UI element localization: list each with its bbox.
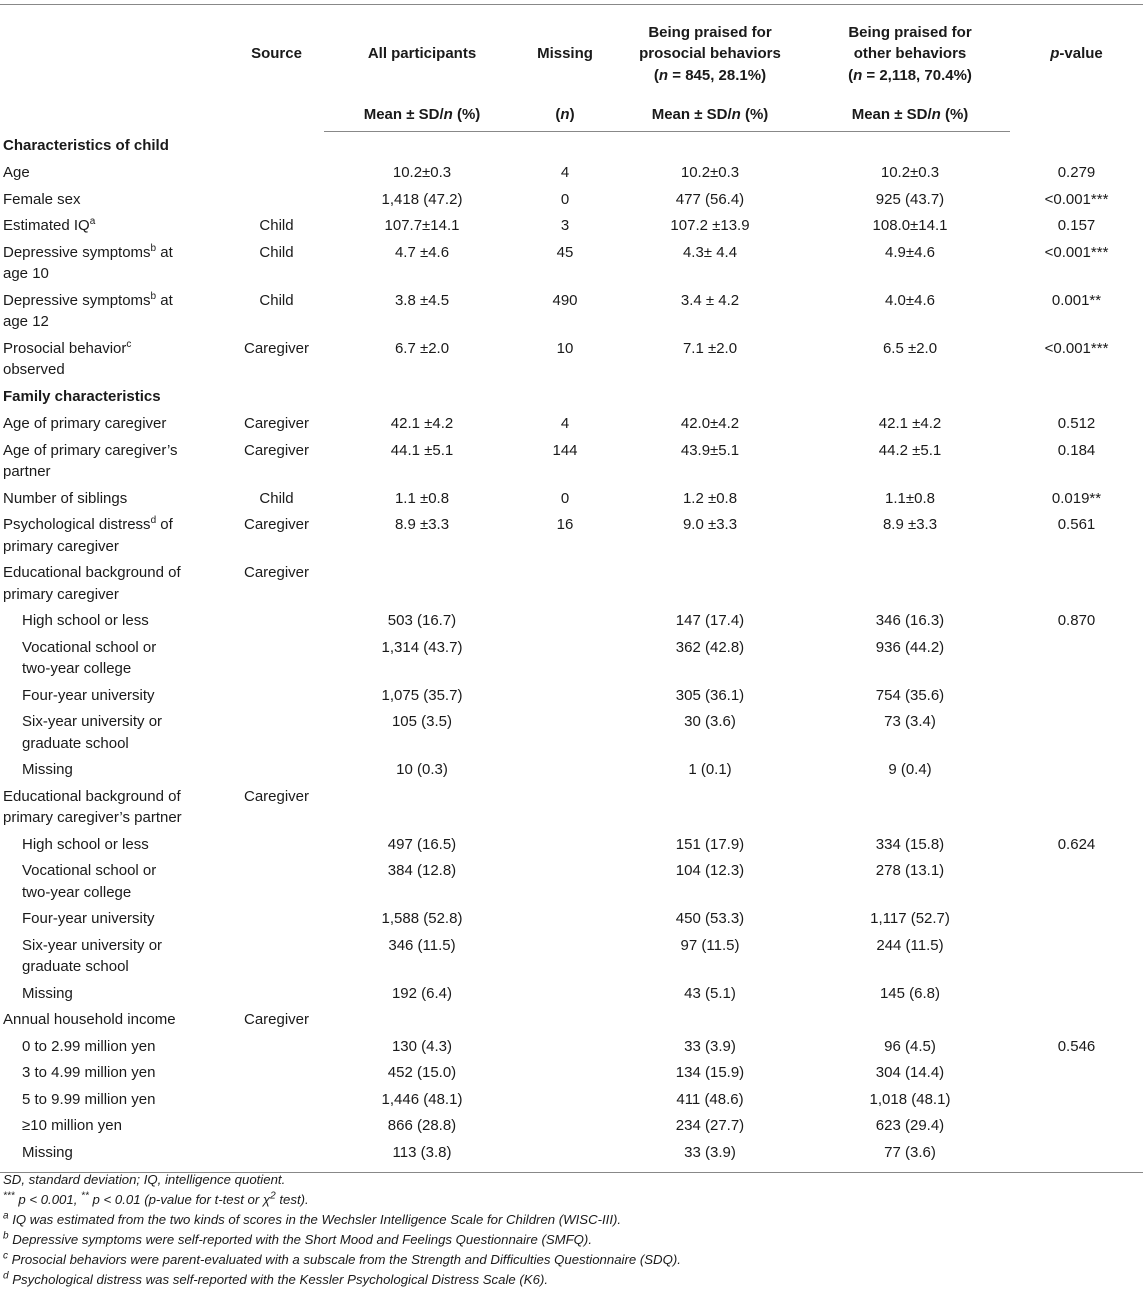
cell-prosocial (610, 1007, 810, 1034)
cell-all: 1,446 (48.1) (381, 1090, 463, 1108)
row-label: Psychological distress$^d$ of primary caregiver (3, 515, 173, 555)
cell-source (229, 1033, 324, 1060)
table-row (0, 1139, 1143, 1166)
cell-missing (520, 1113, 610, 1140)
cell-all: 1,418 (47.2) (381, 190, 463, 208)
section-header: Characteristics of child (3, 137, 169, 154)
cell-p: 0.624 (1057, 835, 1096, 853)
cell-p (1010, 783, 1143, 831)
table-row (0, 757, 1143, 784)
cell-all: 503 (16.7) (387, 612, 457, 629)
cell-p (1010, 1139, 1143, 1166)
cell-source: Child (259, 489, 294, 507)
cell-source: Child (259, 291, 294, 309)
table-row (0, 411, 1143, 438)
header-prosocial: Being praised for prosocial behaviors (n = 845, 28.1%) (639, 23, 781, 84)
cell-other (810, 783, 1010, 831)
table-row (0, 239, 1143, 287)
header-row (0, 5, 1143, 99)
cell-other: 9 (0.4) (888, 761, 932, 778)
cell-prosocial: 97 (11.5) (680, 936, 740, 954)
cell-all: 44.1 ±5.1 (390, 441, 454, 459)
row-label: Four-year university (22, 910, 155, 927)
cell-all: 346 (11.5) (388, 936, 456, 954)
cell-all: 4.7 ±4.6 (394, 243, 450, 261)
cell-missing: 0 (560, 190, 570, 208)
cell-missing (520, 1007, 610, 1034)
table-row (0, 335, 1143, 383)
cell-other: 77 (3.6) (884, 1143, 936, 1161)
cell-missing: 4 (560, 415, 570, 432)
cell-prosocial: 305 (36.1) (675, 686, 745, 704)
subheader-missing-n: (n) (520, 99, 610, 132)
cell-prosocial: 43.9±5.1 (680, 441, 740, 459)
footnote-a: $^a$ IQ was estimated from the two kinds of scores in the Wechsler Intelligence Scale for Children (WISC-III). (3, 1210, 622, 1227)
cell-all: 1,314 (43.7) (381, 638, 463, 656)
cell-missing (520, 757, 610, 784)
cell-source: Caregiver (243, 564, 310, 581)
header-other: Being praised for other behaviors (n = 2,118, 70.4%) (848, 23, 972, 84)
footnote-significance: *** p < 0.001, ** p < 0.01 (p-value for t-test or $\chi^2$ test). (3, 1190, 309, 1207)
cell-prosocial (610, 560, 810, 608)
table-row (0, 634, 1143, 682)
row-label: 0 to 2.99 million yen (22, 1037, 156, 1055)
cell-all: 107.7±14.1 (384, 217, 460, 234)
cell-p: 0.019** (1051, 489, 1102, 507)
cell-prosocial: 4.3± 4.4 (682, 243, 738, 261)
cell-all: 10 (0.3) (396, 761, 448, 778)
header-pvalue: p-value (1050, 45, 1103, 63)
row-label: Six-year university or graduate school (22, 936, 163, 975)
cell-other: 73 (3.4) (884, 713, 936, 730)
cell-all: 1.1 ±0.8 (394, 489, 450, 507)
table-row (0, 608, 1143, 635)
cell-source: Caregiver (243, 516, 310, 533)
cell-other (810, 560, 1010, 608)
row-label: Educational background of primary caregiver (3, 564, 181, 603)
cell-p (1010, 1060, 1143, 1087)
row-label: Depressive symptoms$^b$ at age 12 (3, 290, 173, 330)
footnote-d: $^d$ Psychological distress was self-reported with the Kessler Psychological Distress Scale (K6). (3, 1270, 548, 1287)
cell-prosocial: 477 (56.4) (675, 190, 745, 208)
cell-prosocial: 1.2 ±0.8 (682, 489, 738, 507)
table-row (0, 287, 1143, 335)
cell-prosocial: 42.0±4.2 (680, 415, 740, 432)
cell-other: 42.1 ±4.2 (878, 415, 942, 432)
cell-all: 1,075 (35.7) (381, 686, 463, 704)
cell-source (229, 1060, 324, 1087)
cell-p (1010, 980, 1143, 1007)
cell-p (1010, 1086, 1143, 1113)
table-row (0, 709, 1143, 757)
table-row (0, 1060, 1143, 1087)
cell-prosocial: 134 (15.9) (675, 1064, 745, 1081)
row-label: Prosocial behavior$^c$ observed (3, 338, 132, 378)
cell-other: 754 (35.6) (875, 686, 945, 704)
cell-missing: 10 (556, 339, 574, 357)
cell-missing (520, 682, 610, 709)
footnote-c: $^c$ Prosocial behaviors were parent-evaluated with a subscale from the Strength and Difficulties Questionnaire (SDQ). (3, 1250, 681, 1267)
cell-source (229, 682, 324, 709)
cell-prosocial: 3.4 ± 4.2 (680, 291, 740, 309)
cell-other: 304 (14.4) (875, 1064, 945, 1081)
cell-all: 452 (15.0) (387, 1064, 457, 1081)
row-label: Vocational school or two-year college (22, 638, 157, 677)
cell-source: Caregiver (243, 415, 310, 432)
cell-missing (520, 1060, 610, 1087)
table-row (0, 437, 1143, 485)
cell-source (229, 1113, 324, 1140)
cell-source (229, 608, 324, 635)
cell-all: 497 (16.5) (387, 835, 457, 853)
cell-prosocial: 234 (27.7) (675, 1117, 745, 1134)
row-label: Missing (22, 1143, 73, 1161)
cell-all (324, 783, 520, 831)
cell-missing (520, 560, 610, 608)
cell-p: 0.184 (1057, 441, 1096, 459)
cell-other: 6.5 ±2.0 (882, 339, 938, 357)
cell-source (229, 932, 324, 980)
row-label: Educational background of primary caregiver’s partner (3, 787, 182, 826)
cell-p (1010, 858, 1143, 906)
cell-p: <0.001*** (1044, 339, 1109, 357)
row-label: Missing (22, 984, 73, 1002)
cell-missing: 16 (556, 516, 574, 533)
cell-other: 925 (43.7) (875, 190, 945, 208)
row-label: Age of primary caregiver (3, 415, 167, 432)
cell-all: 42.1 ±4.2 (390, 415, 454, 432)
subheader-mean-all: Mean ± SD/n (%) (324, 99, 520, 132)
cell-p (1010, 560, 1143, 608)
cell-missing: 3 (560, 217, 570, 234)
row-label: Four-year university (22, 686, 155, 704)
cell-all: 384 (12.8) (387, 862, 457, 879)
cell-prosocial: 1 (0.1) (688, 761, 732, 778)
cell-p (1010, 682, 1143, 709)
cell-other: 108.0±14.1 (872, 217, 948, 234)
cell-p (1010, 932, 1143, 980)
cell-other: 4.0±4.6 (885, 291, 935, 309)
cell-source (229, 1086, 324, 1113)
cell-missing (520, 1139, 610, 1166)
cell-source (229, 980, 324, 1007)
cell-prosocial (610, 783, 810, 831)
table-row (0, 160, 1143, 187)
table-row (0, 858, 1143, 906)
cell-prosocial: 7.1 ±2.0 (682, 339, 738, 357)
table-row (0, 682, 1143, 709)
cell-all: 8.9 ±3.3 (394, 516, 450, 533)
cell-missing (520, 634, 610, 682)
cell-missing: 490 (552, 291, 578, 309)
cell-p: <0.001*** (1044, 243, 1109, 261)
cell-source (229, 709, 324, 757)
subheader-mean-other: Mean ± SD/n (%) (810, 99, 1010, 132)
row-label: High school or less (22, 612, 149, 629)
row-label: Female sex (3, 190, 81, 208)
cell-all: 105 (3.5) (391, 713, 453, 730)
cell-source (229, 634, 324, 682)
row-label: Depressive symptoms$^b$ at age 10 (3, 242, 173, 282)
cell-missing (520, 858, 610, 906)
row-label: 3 to 4.99 million yen (22, 1064, 156, 1081)
cell-other: 8.9 ±3.3 (882, 516, 938, 533)
cell-other: 278 (13.1) (875, 862, 945, 879)
cell-all (324, 560, 520, 608)
cell-other: 1,117 (52.7) (870, 910, 950, 927)
cell-p: 0.561 (1057, 516, 1096, 533)
cell-source (229, 858, 324, 906)
section-header: Family characteristics (3, 388, 161, 405)
cell-source (229, 1139, 324, 1166)
cell-missing (520, 783, 610, 831)
cell-all: 866 (28.8) (387, 1117, 457, 1134)
cell-missing (520, 932, 610, 980)
cell-p: <0.001*** (1044, 190, 1109, 208)
cell-prosocial: 411 (48.6) (676, 1090, 744, 1108)
cell-missing (520, 608, 610, 635)
cell-other: 96 (4.5) (884, 1037, 936, 1055)
cell-p: 0.546 (1057, 1037, 1096, 1055)
cell-p (1010, 1007, 1143, 1034)
cell-other: 145 (6.8) (879, 984, 941, 1002)
cell-p: 0.512 (1057, 415, 1096, 432)
cell-prosocial: 43 (5.1) (684, 984, 736, 1002)
cell-source: Caregiver (243, 339, 310, 357)
cell-p: 0.157 (1057, 217, 1096, 234)
footnote-abbrev: SD, standard deviation; IQ, intelligence quotient. (3, 1172, 286, 1187)
subheader-mean-prosocial: Mean ± SD/n (%) (610, 99, 810, 132)
cell-missing (520, 980, 610, 1007)
cell-prosocial: 9.0 ±3.3 (682, 516, 738, 533)
cell-other (810, 1007, 1010, 1034)
table-row (0, 213, 1143, 240)
cell-p (1010, 1113, 1143, 1140)
cell-source: Child (259, 243, 294, 261)
footnote-b: $^b$ Depressive symptoms were self-reported with the Short Mood and Feelings Questionnaire (SMFQ). (3, 1230, 592, 1247)
cell-other: 244 (11.5) (876, 936, 944, 954)
row-label: Vocational school or two-year college (22, 862, 157, 901)
cell-missing: 4 (560, 164, 570, 181)
row-label: Six-year university or graduate school (22, 713, 163, 752)
cell-missing (520, 1033, 610, 1060)
cell-prosocial: 362 (42.8) (675, 638, 745, 656)
cell-other: 4.9±4.6 (885, 243, 935, 261)
cell-all (324, 1007, 520, 1034)
cell-prosocial: 147 (17.4) (675, 612, 745, 629)
cell-all: 192 (6.4) (391, 984, 453, 1002)
header-blank (0, 5, 229, 99)
table-row (0, 980, 1143, 1007)
header-all-participants: All participants (367, 45, 477, 63)
cell-all: 113 (3.8) (392, 1143, 452, 1161)
subheader-row (0, 99, 1143, 132)
cell-source: Caregiver (243, 441, 310, 459)
cell-prosocial: 104 (12.3) (675, 862, 745, 879)
cell-other: 10.2±0.3 (880, 164, 940, 181)
cell-prosocial: 33 (3.9) (684, 1143, 736, 1161)
cell-all: 6.7 ±2.0 (394, 339, 450, 357)
row-label: High school or less (22, 835, 149, 853)
cell-prosocial: 30 (3.6) (684, 713, 736, 730)
cell-prosocial: 151 (17.9) (675, 835, 745, 853)
cell-other: 44.2 ±5.1 (878, 441, 942, 459)
cell-prosocial: 450 (53.3) (675, 910, 745, 927)
cell-p (1010, 906, 1143, 933)
table-row (0, 512, 1143, 560)
table-row (0, 932, 1143, 980)
cell-p (1010, 757, 1143, 784)
cell-source: Caregiver (243, 1011, 310, 1028)
cell-other: 1.1±0.8 (885, 489, 935, 507)
header-source: Source (251, 45, 302, 63)
table-row (0, 1113, 1143, 1140)
cell-all: 10.2±0.3 (392, 164, 452, 181)
cell-p (1010, 709, 1143, 757)
cell-other: 346 (16.3) (875, 612, 945, 629)
table-row (0, 831, 1143, 858)
cell-missing (520, 831, 610, 858)
header-missing: Missing (537, 45, 593, 63)
table-row (0, 1086, 1143, 1113)
cell-p: 0.279 (1057, 164, 1096, 181)
row-label: 5 to 9.99 million yen (22, 1090, 156, 1108)
row-label: Estimated $IQ^a$ (3, 216, 96, 234)
cell-source (229, 186, 324, 213)
cell-all: 1,588 (52.8) (381, 910, 463, 927)
row-label: ≥10 million yen (22, 1117, 122, 1134)
table-row (0, 1007, 1143, 1034)
row-label: Age of primary caregiver’s partner (3, 441, 178, 480)
row-label: Annual household income (3, 1011, 176, 1028)
cell-prosocial: 107.2 ±13.9 (670, 217, 750, 234)
cell-p (1010, 634, 1143, 682)
cell-source: Child (259, 217, 294, 234)
cell-missing: 0 (560, 489, 570, 507)
cell-missing: 45 (556, 243, 574, 261)
table-row (0, 1033, 1143, 1060)
row-label: Number of siblings (3, 489, 128, 507)
cell-missing (520, 709, 610, 757)
table-row (0, 560, 1143, 608)
cell-source (229, 757, 324, 784)
cell-prosocial: 10.2±0.3 (680, 164, 740, 181)
row-label: Age (3, 164, 30, 181)
cell-missing (520, 906, 610, 933)
cell-prosocial: 33 (3.9) (684, 1037, 736, 1055)
cell-other: 334 (15.8) (875, 835, 945, 853)
cell-p: 0.870 (1057, 612, 1096, 629)
cell-other: 1,018 (48.1) (869, 1090, 951, 1108)
cell-missing: 144 (552, 441, 578, 459)
table-row (0, 783, 1143, 831)
table-row (0, 186, 1143, 213)
cell-source (229, 160, 324, 187)
cell-other: 623 (29.4) (875, 1117, 945, 1134)
cell-source (229, 831, 324, 858)
table-footnotes (3, 1170, 1141, 1290)
cell-p: 0.001** (1051, 291, 1102, 309)
row-label: Missing (22, 761, 73, 778)
cell-all: 3.8 ±4.5 (394, 291, 450, 309)
table-row (0, 485, 1143, 512)
table-row (0, 906, 1143, 933)
cell-source (229, 906, 324, 933)
characteristics-table (0, 4, 1143, 1173)
cell-all: 130 (4.3) (391, 1037, 453, 1055)
cell-source: Caregiver (243, 787, 310, 805)
cell-other: 936 (44.2) (875, 638, 945, 656)
cell-missing (520, 1086, 610, 1113)
